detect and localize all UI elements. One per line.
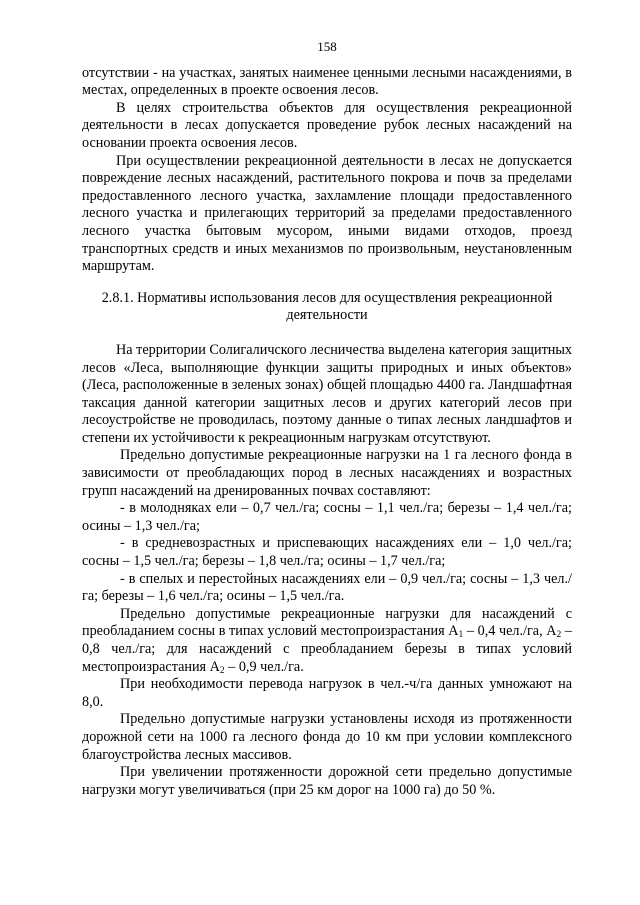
paragraph-load-intro: Предельно допустимые рекреационные нагрузки на 1 га лесного фонда в зависимости от преобладающих пород в лесных насаждениях и возрастных групп насаждений на дренированных почвах составляют: [82,447,572,499]
norm-text-4: – 0,9 чел./га. [224,658,304,675]
norm-subscript-2: 2 [556,630,562,641]
page-number: 158 [317,39,337,54]
list-item-mature-stands: - в спелых и перестойных насаждениях ели – 0,9 чел./га; сосны – 1,3 чел./га; березы – 1,6 чел./га; осины – 1,5 чел./га. [82,570,572,605]
list-item-young-stands: - в молодняках ели – 0,7 чел./га; сосны – 1,1 чел./га; березы – 1,4 чел./га; осины – 1,3 чел./га; [82,500,572,534]
norm-subscript-1: 1 [458,630,464,641]
paragraph-restrictions: При осуществлении рекреационной деятельности в лесах не допускается повреждение лесных насаждений, растительного покрова и почв за пределами предоставленного лесного участка, захламление площади предоставленного лесного участка и прилегающих территорий за пределами предоставленного лесного участка бытовым мусором, иными видами отходов, проезд транспортных средств и иных механизмов по произвольным, неустановленным маршрутам. [82,152,572,275]
norm-subscript-3: 2 [219,665,225,676]
paragraph-road-increase: При увеличении протяженности дорожной сети предельно допустимые нагрузки могут увеличиваться (при 25 км дорог на 1000 га) до 50 %. [82,764,572,798]
list-item-middle-aged-stands: - в средневозрастных и приспевающих насаждениях ели – 1,0 чел./га; сосны – 1,5 чел./га; березы – 1,8 чел./га; осины – 1,7 чел./га; [82,535,572,570]
paragraph-road-network: Предельно допустимые нагрузки установлены исходя из протяженности дорожной сети на 1000 га лесного фонда до 10 км при условии комплексного благоустройства лесных массивов. [82,711,572,763]
section-heading: 2.8.1. Нормативы использования лесов для осуществления рекреационной деятельности [101,289,553,324]
paragraph-continuation: отсутствии - на участках, занятых наименее ценными лесными насаждениями, в местах, определенных в проекте освоения лесов. [82,64,572,99]
paragraph-protective-forests: На территории Солигаличского лесничества выделена категория защитных лесов «Леса, выполняющие функции защиты природных и иных объектов» (Леса, расположенные в зеленых зонах) общей площадью 4400 га. Ландшафтная таксация данной категории защитных лесов и других категорий лесов при лесоустройстве не проводилась, поэтому данные о типах лесных ландшафтов и степени их устойчивости к рекреационным нагрузкам отсутствуют. [82,341,572,446]
paragraph-construction: В целях строительства объектов для осуществления рекреационной деятельности в лесах допускается проведение рубок лесных насаждений на основании проекта освоения лесов. [82,99,572,151]
norm-text-1: Предельно допустимые рекреационные нагрузки для насаждений с преобладанием сосны в типах условий местопроизрастания А [82,605,572,640]
document-page [82,38,572,799]
norm-text-2: – 0,4 чел./га, А [463,623,557,640]
paragraph-conversion: При необходимости перевода нагрузок в чел.-ч/га данных умножают на 8,0. [82,676,572,710]
norm-text-3: – 0,8 чел./га; для насаждений с преобладанием березы в типах условий местопроизрастания А [82,623,572,675]
paragraph-site-type-norms [82,606,572,676]
